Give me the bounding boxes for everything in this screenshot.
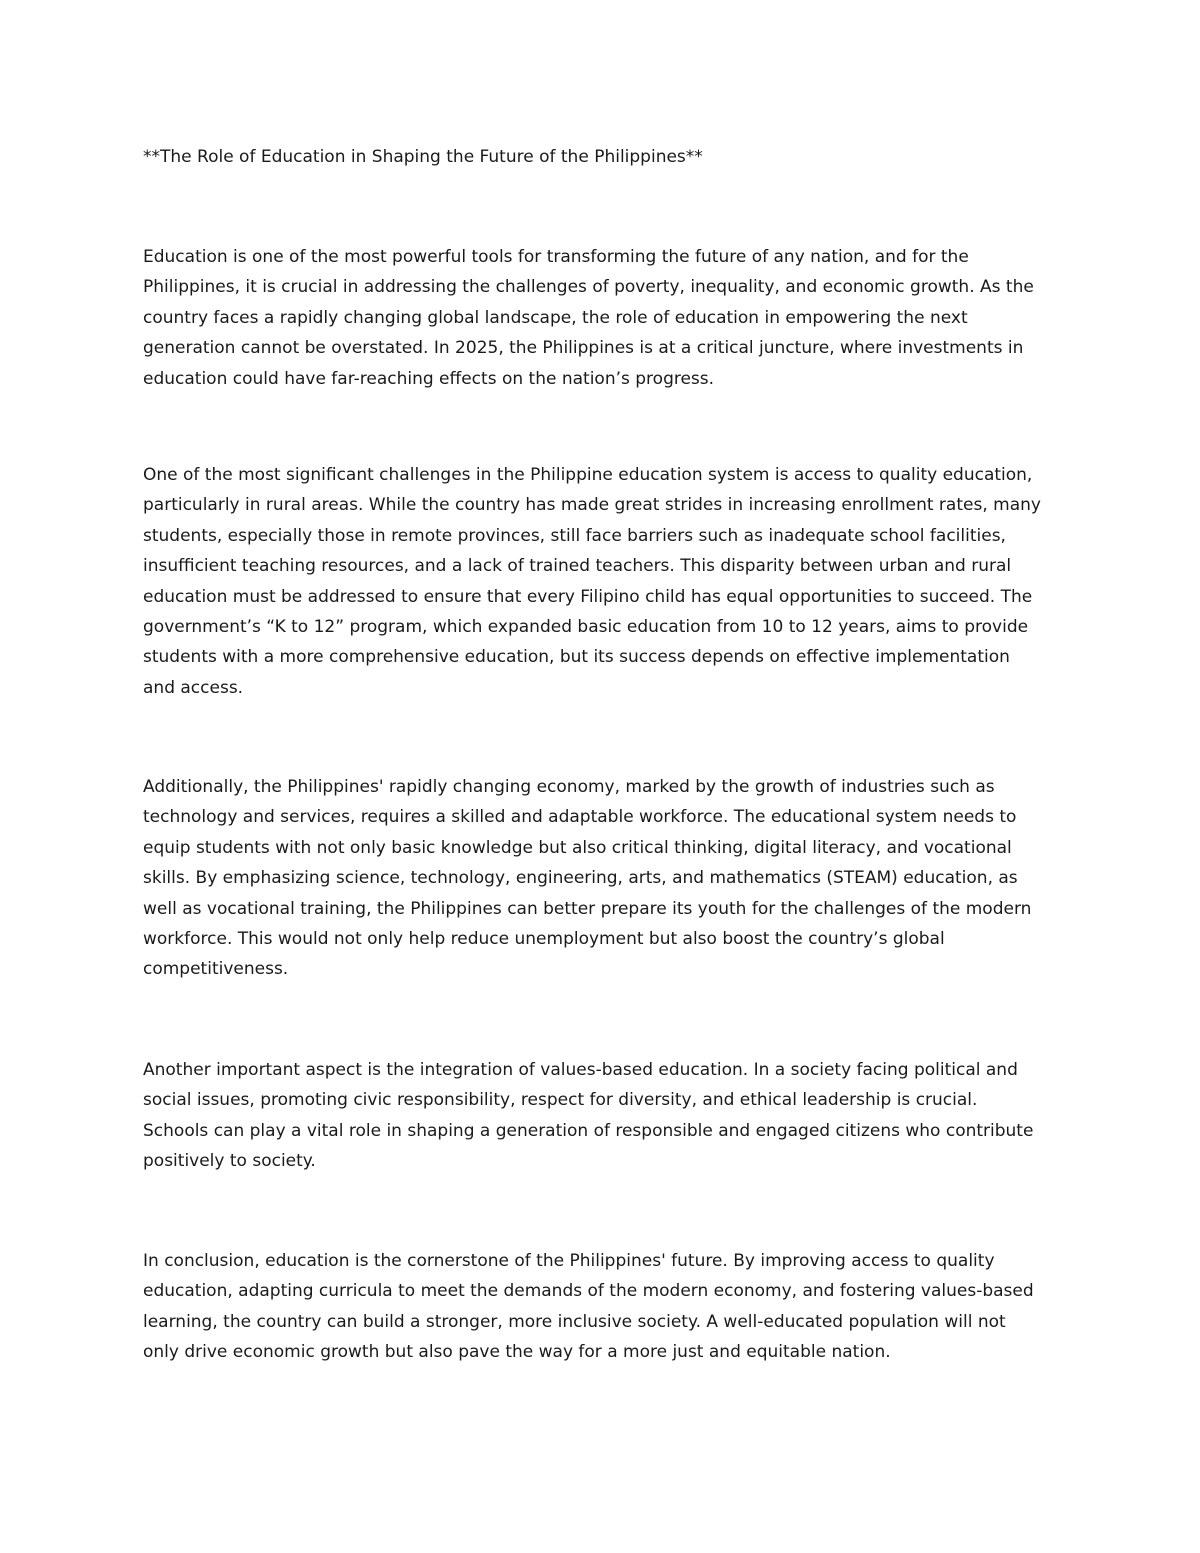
document-title: **The Role of Education in Shaping the Future of the Philippines**	[143, 147, 703, 167]
paragraph-line: workforce. This would not only help reduce unemployment but also boost the country’s global	[143, 929, 945, 950]
paragraph-line: One of the most significant challenges in the Philippine education system is access to quality education,	[143, 465, 1033, 485]
paragraph-line: government’s “K to 12” program, which expanded basic education from 10 to 12 years, aims to provide	[143, 617, 1029, 638]
paragraph-conclusion	[143, 1246, 1073, 1368]
paragraph-introduction	[143, 242, 1073, 394]
paragraph-line: particularly in rural areas. While the country has made great strides in increasing enrollment rates, many	[143, 495, 1041, 516]
paragraph-line: skills. By emphasizing science, technology, engineering, arts, and mathematics (STEAM) education, as	[143, 868, 1018, 889]
paragraph-line: technology and services, requires a skilled and adaptable workforce. The educational system needs to	[143, 807, 1017, 828]
paragraph-line: In conclusion, education is the cornerstone of the Philippines' future. By improving access to quality	[143, 1251, 995, 1271]
paragraph-line: positively to society.	[143, 1151, 316, 1172]
paragraph-line: Education is one of the most powerful tools for transforming the future of any nation, and for the	[143, 247, 969, 267]
paragraph-line: education must be addressed to ensure that every Filipino child has equal opportunities to succeed. The	[143, 586, 1033, 607]
paragraph-line: learning, the country can build a stronger, more inclusive society. A well-educated population will not	[143, 1311, 1006, 1332]
paragraph-line: insufficient teaching resources, and a lack of trained teachers. This disparity between urban and rural	[143, 556, 1012, 577]
paragraph-economy-workforce	[143, 772, 1073, 985]
paragraph-line: country faces a rapidly changing global landscape, the role of education in empowering the next	[143, 307, 968, 328]
paragraph-line: Another important aspect is the integration of values-based education. In a society facing political and	[143, 1060, 1018, 1080]
paragraph-line: students with a more comprehensive education, but its success depends on effective implementation	[143, 647, 1010, 668]
paragraph-line: equip students with not only basic knowledge but also critical thinking, digital literacy, and vocational	[143, 837, 1012, 858]
paragraph-line: social issues, promoting civic responsibility, respect for diversity, and ethical leadership is crucial.	[143, 1090, 978, 1111]
paragraph-access-challenges	[143, 460, 1073, 703]
paragraph-line: Additionally, the Philippines' rapidly changing economy, marked by the growth of industries such as	[143, 777, 995, 797]
paragraph-line: competitiveness.	[143, 959, 289, 980]
paragraph-line: generation cannot be overstated. In 2025, the Philippines is at a critical juncture, where investments in	[143, 338, 1024, 359]
paragraph-line: Schools can play a vital role in shaping a generation of responsible and engaged citizens who contribute	[143, 1120, 1034, 1141]
paragraph-line: students, especially those in remote provinces, still face barriers such as inadequate school facilities,	[143, 525, 1006, 546]
paragraph-line: well as vocational training, the Philippines can better prepare its youth for the challenges of the modern	[143, 898, 1032, 919]
paragraph-line: Philippines, it is crucial in addressing the challenges of poverty, inequality, and economic growth. As the	[143, 277, 1034, 298]
paragraph-values-education	[143, 1055, 1073, 1177]
paragraph-line: education could have far-reaching effects on the nation’s progress.	[143, 368, 715, 389]
paragraph-line: education, adapting curricula to meet the demands of the modern economy, and fostering values-based	[143, 1281, 1034, 1302]
paragraph-line: only drive economic growth but also pave the way for a more just and equitable nation.	[143, 1342, 891, 1363]
paragraph-line: and access.	[143, 677, 244, 698]
